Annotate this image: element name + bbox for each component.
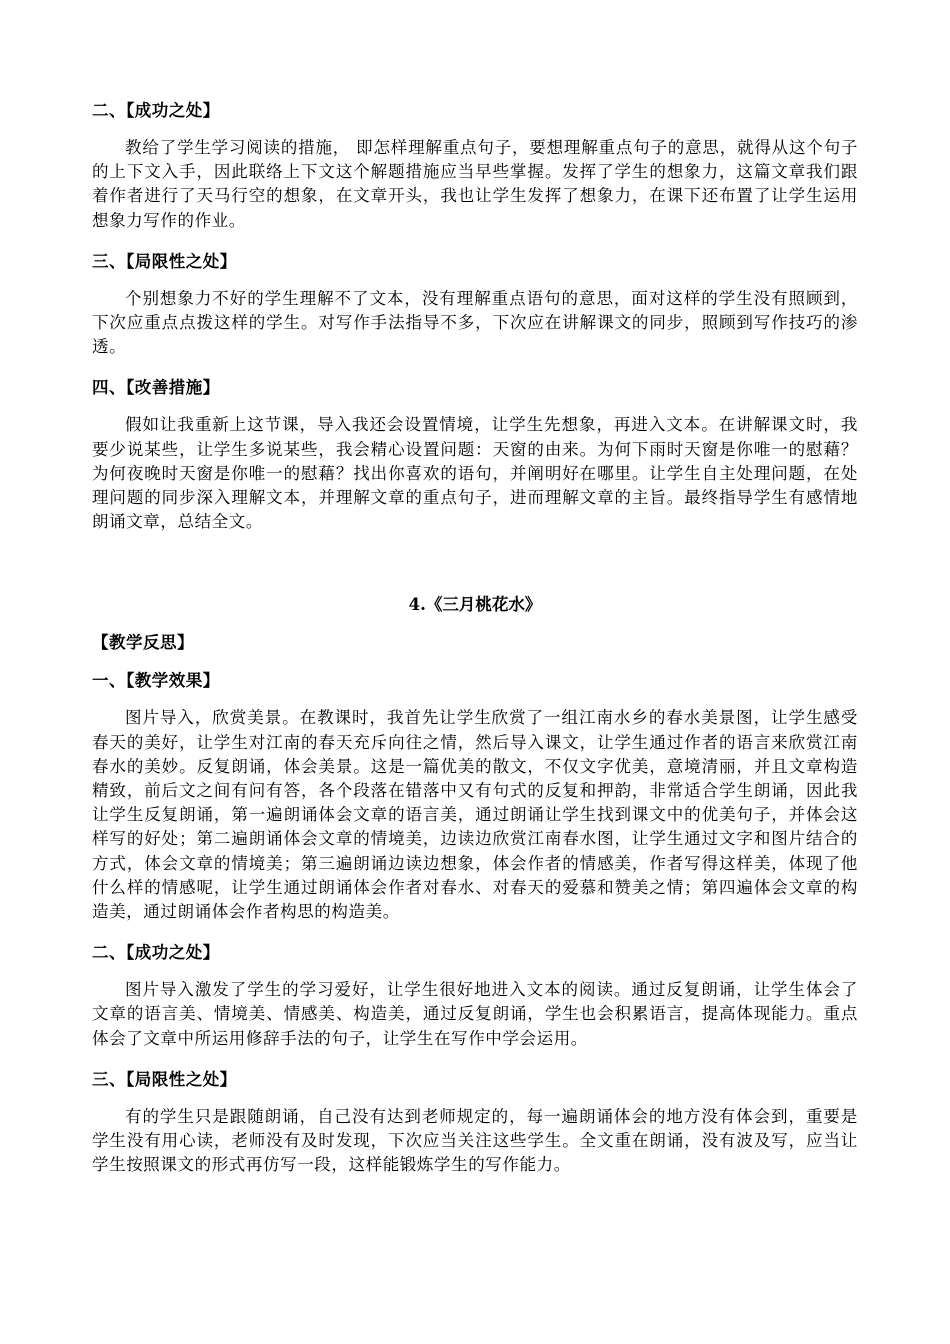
- limitation-heading: 三、【局限性之处】: [92, 251, 237, 271]
- limitation-heading-2: 三、【局限性之处】: [92, 1069, 237, 1089]
- reflection-heading: 【教学反思】: [92, 633, 194, 653]
- limitation-paragraph-2: 有的学生只是跟随朗诵，自己没有达到老师规定的，每一遍朗诵体会的地方没有体会到，重要是学生没有用心读，老师没有及时发现，下次应当关注这些学生。全文重在朗诵，没有波及写，应当让学生按照课文的形式再仿写一段，这样能锻炼学生的写作能力。: [92, 1106, 858, 1175]
- success-heading: 二、【成功之处】: [92, 101, 220, 120]
- effect-paragraph: 图片导入，欣赏美景。在教课时，我首先让学生欣赏了一组江南水乡的春水美景图，让学生感受春天的美好，让学生对江南的春天充斥向往之情，然后导入课文，让学生通过作者的语言来欣赏江南春水的美妙。反复朗诵，体会美景。这是一篇优美的散文，不仅文字优美，意境清丽，并且文章构造精致，前后文之间有问有答，各个段落在错落中又有句式的反复和押韵，非常适合学生朗诵，因此我让学生反复朗诵，第一遍朗诵体会文章的语言美，通过朗诵让学生找到课文中的优美句子，并体会这样写的好处；第二遍朗诵体会文章的情境美，边读边欣赏江南春水图，让学生通过文字和图片结合的方式，体会文章的情境美；第三遍朗诵边读边想象，体会作者的情感美，作者写得这样美，体现了他什么样的情感呢，让学生通过朗诵体会作者对春水、对春天的爱慕和赞美之情；第四遍体会文章的构造美，通过朗诵体会作者构思的构造美。: [92, 708, 858, 922]
- lesson-title: 4.《三月桃花水》: [408, 595, 542, 615]
- success-heading-2: 二、【成功之处】: [92, 943, 220, 963]
- improvement-paragraph: 假如让我重新上这节课，导入我还会设置情境，让学生先想象，再进入文本。在讲解课文时，我要少说某些，让学生多说某些，我会精心设置问题：天窗的由来。为何下雨时天窗是你唯一的慰藉？为何夜晚时天窗是你唯一的慰藉？找出你喜欢的语句，并阐明好在哪里。让学生自主处理问题，在处理问题的同步深入理解文本，并理解文章的重点句子，进而理解文章的主旨。最终指导学生有感情地朗诵文章，总结全文。: [92, 415, 858, 532]
- improvement-heading: 四、【改善措施】: [92, 378, 220, 398]
- success-paragraph: 教给了学生学习阅读的措施， 即怎样理解重点句子，要想理解重点句子的意思，就得从这个句子的上下文入手，因此联络上下文这个解题措施应当早些掌握。发挥了学生的想象力，这篇文章我们跟着作者进行了天马行空的想象，在文章开头，我也让学生发挥了想象力，在课下还布置了让学生运用想象力写作的作业。: [92, 138, 858, 230]
- limitation-paragraph: 个别想象力不好的学生理解不了文本，没有理解重点语句的意思，面对这样的学生没有照顾到，下次应重点点拨这样的学生。对写作手法指导不多，下次应在讲解课文的同步，照顾到写作技巧的渗透。: [92, 288, 858, 357]
- success-paragraph-2: 图片导入激发了学生的学习爱好，让学生很好地进入文本的阅读。通过反复朗诵，让学生体会了文章的语言美、情境美、情感美、构造美，通过反复朗诵，学生也会积累语言，提高体现能力。重点体会了文章中所运用修辞手法的句子，让学生在写作中学会运用。: [92, 980, 858, 1048]
- section-gap: [92, 550, 858, 592]
- effect-heading: 一、【教学效果】: [92, 671, 220, 691]
